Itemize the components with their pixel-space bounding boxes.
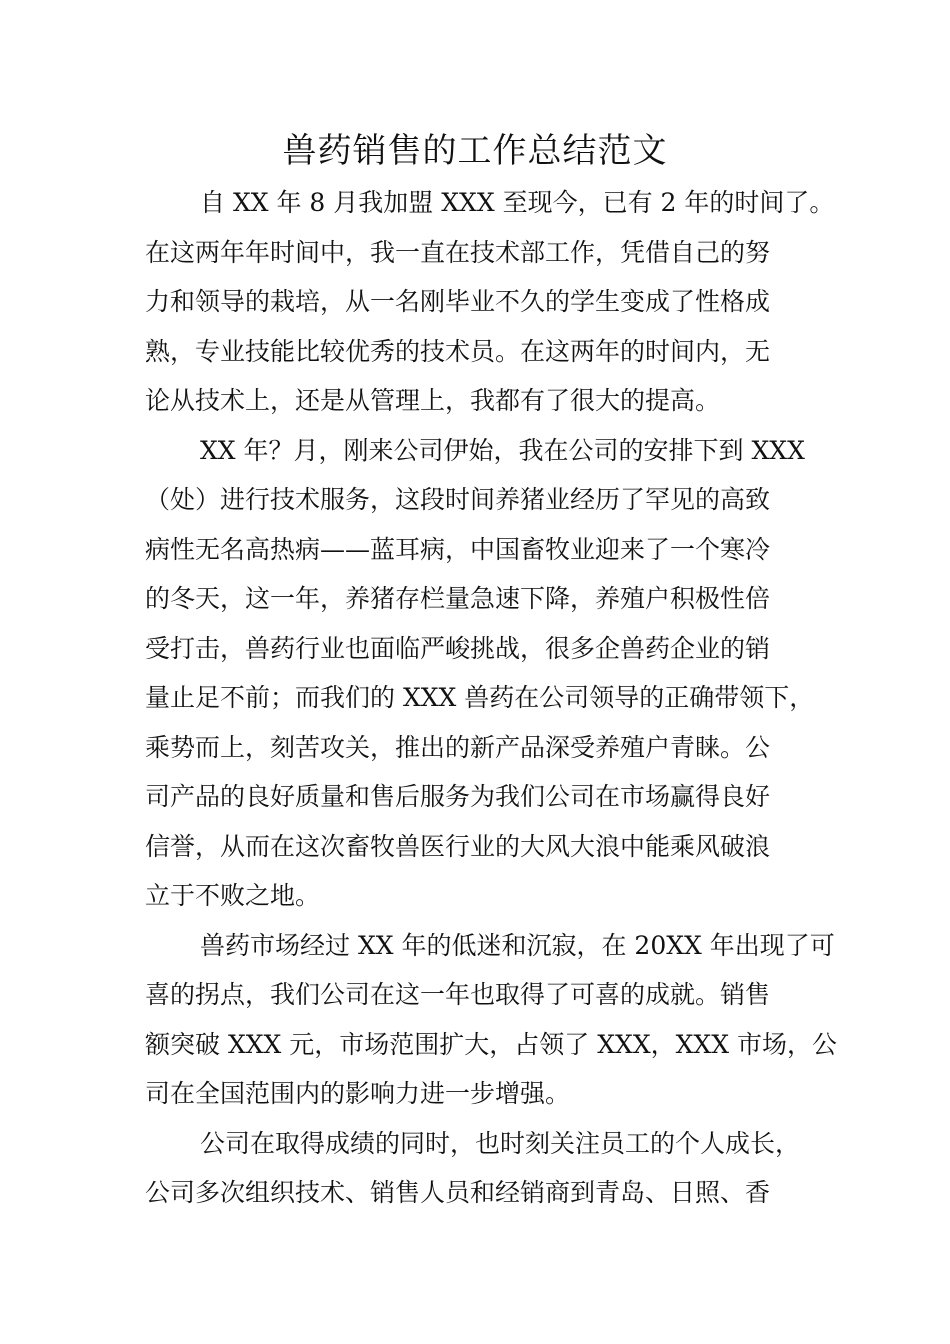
- text-line: 熟，专业技能比较优秀的技术员。在这两年的时间内，无: [145, 336, 771, 366]
- paragraph-2: [145, 426, 815, 921]
- text-line: 在这两年年时间中，我一直在技术部工作，凭借自己的努: [145, 237, 771, 267]
- text-line: 论从技术上，还是从管理上，我都有了很大的提高。: [145, 386, 721, 415]
- text-line: 兽药市场经过 XX 年的低迷和沉寂，在 20XX 年出现了可: [200, 930, 835, 960]
- text-line: 受打击，兽药行业也面临严峻挑战，很多企兽药企业的销: [145, 633, 771, 663]
- text-line: 立于不败之地。: [145, 881, 321, 910]
- document-body: [145, 178, 837, 1218]
- text-line: 信誉，从而在这次畜牧兽医行业的大风大浪中能乘风破浪: [145, 831, 771, 861]
- text-line: 病性无名高热病——蓝耳病，中国畜牧业迎来了一个寒冷: [145, 534, 771, 564]
- text-line: （处）进行技术服务，这段时间养猪业经历了罕见的高致: [145, 485, 771, 514]
- text-line: 公司在取得成绩的同时，也时刻关注员工的个人成长，: [200, 1128, 801, 1158]
- paragraph-1: [145, 178, 835, 426]
- text-line: 额突破 XXX 元，市场范围扩大，占领了 XXX，XXX 市场，公: [145, 1029, 837, 1059]
- paragraph-3: [145, 921, 837, 1119]
- text-line: 喜的拐点，我们公司在这一年也取得了可喜的成就。销售: [145, 980, 771, 1009]
- text-line: XX 年？月，刚来公司伊始，我在公司的安排下到 XXX: [200, 435, 805, 465]
- text-line: 量止足不前；而我们的 XXX 兽药在公司领导的正确带领下，: [145, 683, 815, 712]
- text-line: 自 XX 年 8 月我加盟 XXX 至现今，已有 2 年的时间了。: [200, 188, 835, 217]
- document-title: 兽药销售的工作总结范文: [282, 131, 668, 171]
- text-line: 的冬天，这一年，养猪存栏量急速下降，养殖户积极性倍: [145, 584, 771, 613]
- text-line: 乘势而上，刻苦攻关，推出的新产品深受养殖户青睐。公: [145, 732, 771, 762]
- paragraph-4: [145, 1119, 810, 1218]
- text-line: 力和领导的栽培，从一名刚毕业不久的学生变成了性格成: [145, 287, 771, 316]
- text-line: 司在全国范围内的影响力进一步增强。: [145, 1079, 571, 1108]
- text-line: 司产品的良好质量和售后服务为我们公司在市场赢得良好: [145, 782, 771, 811]
- text-line: 公司多次组织技术、销售人员和经销商到青岛、日照、香: [145, 1178, 771, 1207]
